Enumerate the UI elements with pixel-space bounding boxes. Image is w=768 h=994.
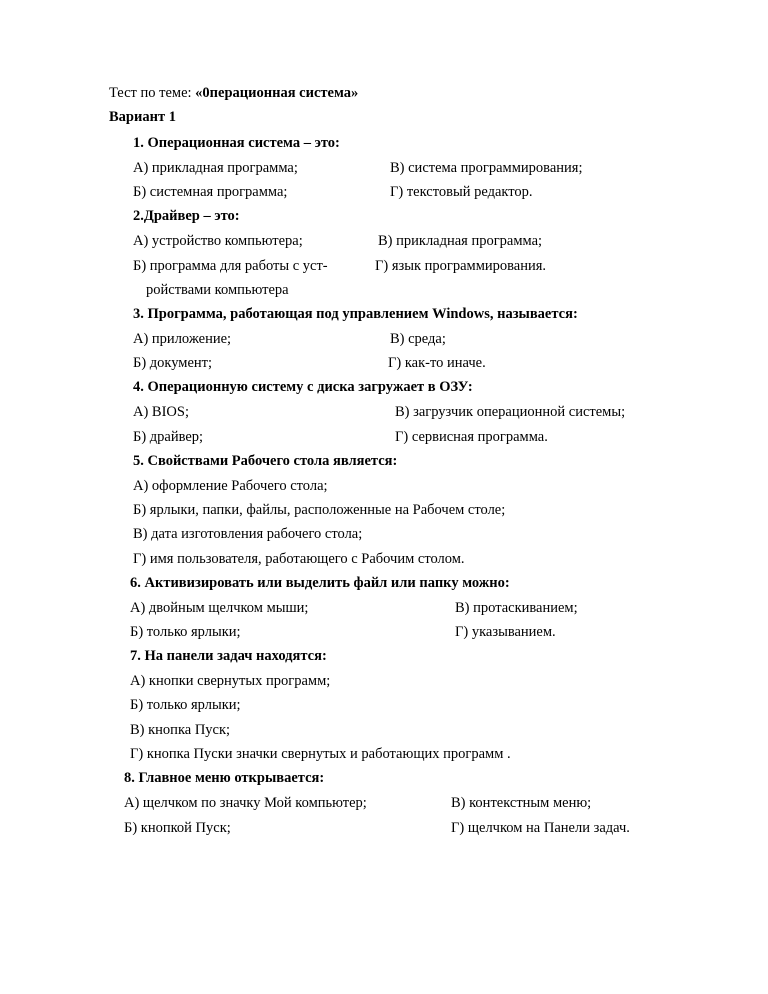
header-prefix: Тест по теме: bbox=[109, 85, 196, 101]
q2-option-v: В) прикладная программа; bbox=[378, 233, 543, 249]
q6-option-a: А) двойным щелчком мыши; bbox=[130, 600, 309, 616]
q6-option-g: Г) указыванием. bbox=[455, 624, 556, 640]
doc-header bbox=[109, 84, 358, 102]
q6-option-v: В) протаскиванием; bbox=[455, 600, 578, 616]
q1-option-v: В) система программирования; bbox=[390, 160, 583, 176]
q1-option-b: Б) системная программа; bbox=[133, 184, 288, 200]
q8-option-v: В) контекстным меню; bbox=[451, 795, 592, 811]
q5-option-b: Б) ярлыки, папки, файлы, расположенные на Рабочем столе; bbox=[133, 502, 506, 518]
q6-option-b: Б) только ярлыки; bbox=[130, 624, 241, 640]
q7-option-b: Б) только ярлыки; bbox=[130, 697, 241, 713]
q5-option-v: В) дата изготовления рабочего стола; bbox=[133, 526, 363, 542]
q2-option-g: Г) язык программирования. bbox=[375, 258, 547, 274]
q2-option-b: Б) программа для работы с уст- bbox=[133, 258, 328, 274]
q2-option-b-continued: ройствами компьютера bbox=[146, 282, 289, 298]
q1-option-a: А) прикладная программа; bbox=[133, 160, 298, 176]
q3-option-v: В) среда; bbox=[390, 331, 446, 347]
question-5-title: 5. Свойствами Рабочего стола является: bbox=[133, 453, 398, 469]
q3-option-g: Г) как-то иначе. bbox=[388, 355, 486, 371]
question-4-title: 4. Операционную систему с диска загружает в ОЗУ: bbox=[133, 379, 473, 395]
q8-option-b: Б) кнопкой Пуск; bbox=[124, 820, 231, 836]
question-6-title: 6. Активизировать или выделить файл или папку можно: bbox=[130, 575, 510, 591]
q7-option-g: Г) кнопка Пуски значки свернутых и работающих программ . bbox=[130, 746, 511, 762]
header-topic: «0перационная система» bbox=[195, 85, 359, 101]
q4-option-b: Б) драйвер; bbox=[133, 429, 204, 445]
q5-option-g: Г) имя пользователя, работающего с Рабочим столом. bbox=[133, 551, 465, 567]
q4-option-a: А) BIOS; bbox=[133, 404, 189, 420]
question-3-title: 3. Программа, работающая под управлением Windows, называется: bbox=[133, 306, 578, 322]
q3-option-a: А) приложение; bbox=[133, 331, 232, 347]
question-8-title: 8. Главное меню открывается: bbox=[124, 770, 325, 786]
q8-option-g: Г) щелчком на Панели задач. bbox=[451, 820, 630, 836]
q1-option-g: Г) текстовый редактор. bbox=[390, 184, 533, 200]
q7-option-a: А) кнопки свернутых программ; bbox=[130, 673, 331, 689]
question-7-title: 7. На панели задач находятся: bbox=[130, 648, 327, 664]
q2-option-a: А) устройство компьютера; bbox=[133, 233, 303, 249]
variant-label: Вариант 1 bbox=[109, 109, 176, 125]
q3-option-b: Б) документ; bbox=[133, 355, 213, 371]
question-1-title: 1. Операционная система – это: bbox=[133, 135, 340, 151]
q7-option-v: В) кнопка Пуск; bbox=[130, 722, 231, 738]
question-2-title: 2.Драйвер – это: bbox=[133, 208, 240, 224]
q4-option-g: Г) сервисная программа. bbox=[395, 429, 548, 445]
q4-option-v: В) загрузчик операционной системы; bbox=[395, 404, 626, 420]
q8-option-a: А) щелчком по значку Мой компьютер; bbox=[124, 795, 367, 811]
q5-option-a: А) оформление Рабочего стола; bbox=[133, 478, 328, 494]
